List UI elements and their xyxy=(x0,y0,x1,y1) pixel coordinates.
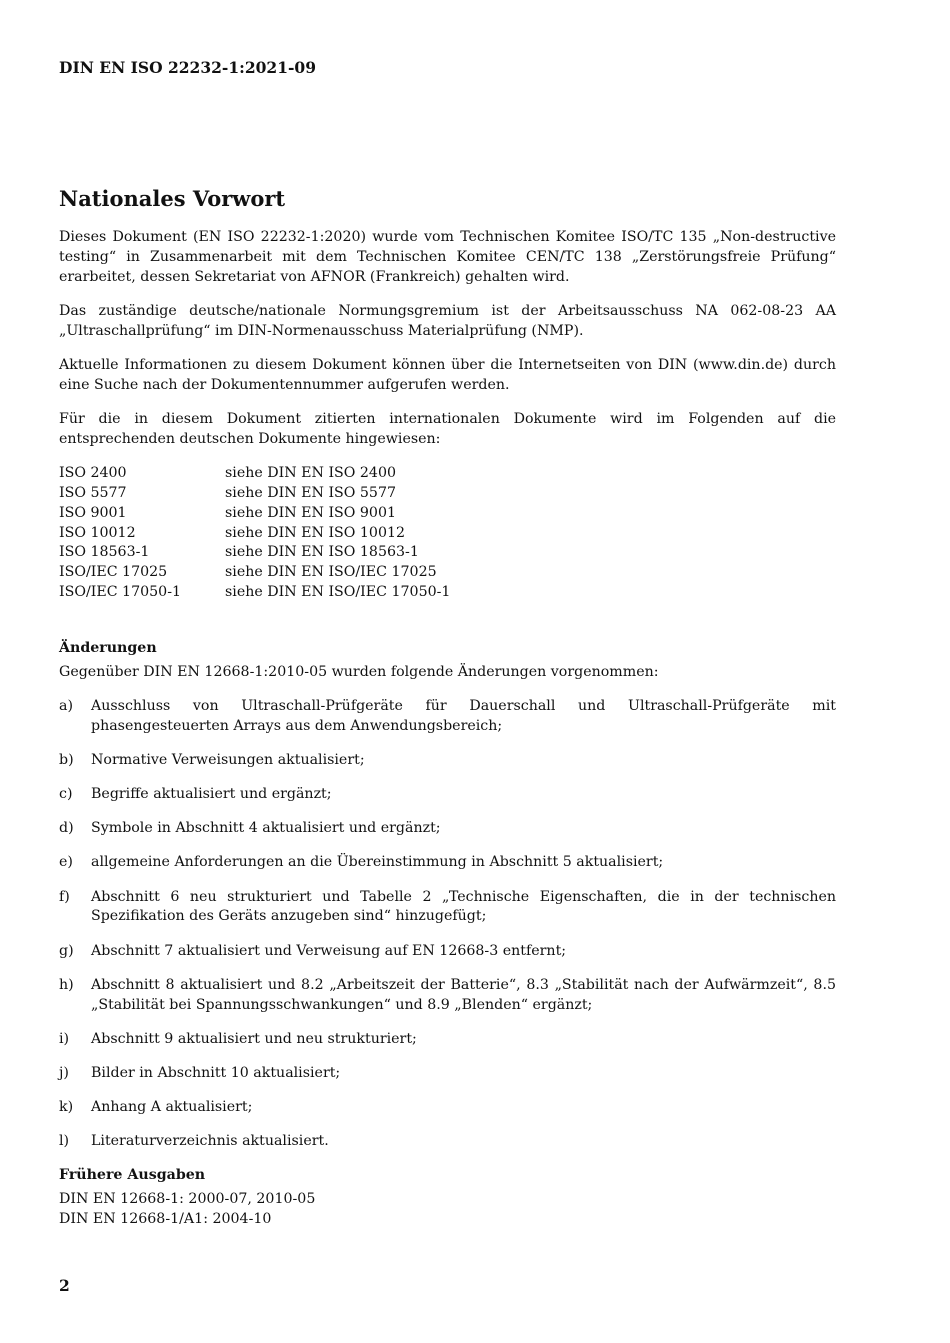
list-item-marker: h) xyxy=(59,976,74,993)
list-item-text: Literaturverzeichnis aktualisiert. xyxy=(91,1133,329,1150)
list-item xyxy=(59,1132,836,1152)
changes-intro: Gegenüber DIN EN 12668-1:2010-05 wurden folgende Änderungen vorgenommen: xyxy=(59,663,659,680)
reference-din: siehe DIN EN ISO 2400 xyxy=(225,465,397,482)
list-item-marker: e) xyxy=(59,854,73,871)
paragraph-national-body: Das zuständige deutsche/nationale Normungsgremium ist der Arbeitsausschuss NA 062-08-23 AA „Ultraschallprüfung“ im DIN-Normenausschuss Materialprüfung (NMP). xyxy=(59,302,836,339)
list-item xyxy=(59,888,836,928)
list-item xyxy=(59,853,836,873)
reference-iso: ISO 18563-1 xyxy=(59,544,150,561)
changes-list xyxy=(59,697,836,1152)
list-item-text: Abschnitt 6 neu strukturiert und Tabelle 2 „Technische Eigenschaften, die in der technischen Spezifikation des Geräts anzugeben sind“ hinzugefügt; xyxy=(91,888,836,925)
list-item xyxy=(59,1098,836,1118)
reference-din: siehe DIN EN ISO/IEC 17025 xyxy=(225,564,437,581)
list-item-text: Abschnitt 8 aktualisiert und 8.2 „Arbeitszeit der Batterie“, 8.3 „Stabilität nach der Aufwärmzeit“, 8.5 „Stabilität bei Spannungsschwankungen“ und 8.9 „Blenden“ ergänzt; xyxy=(91,976,836,1013)
reference-din: siehe DIN EN ISO 5577 xyxy=(225,484,397,501)
list-item-marker: d) xyxy=(59,820,74,837)
changes-heading: Änderungen xyxy=(59,639,157,656)
paragraph-references-intro: Für die in diesem Dokument zitierten internationalen Dokumente wird im Folgenden auf die entsprechenden deutschen Dokumente hingewiesen: xyxy=(59,411,836,447)
reference-row xyxy=(59,583,836,603)
list-item-text: Bilder in Abschnitt 10 aktualisiert; xyxy=(91,1064,341,1081)
list-item-text: Ausschluss von Ultraschall-Prüfgeräte für Dauerschall und Ultraschall-Prüfgeräte mit phasengesteuerten Arrays aus dem Anwendungsbereich; xyxy=(91,697,836,734)
list-item-text: Abschnitt 7 aktualisiert und Verweisung auf EN 12668-3 entfernt; xyxy=(91,942,567,959)
list-item-marker: c) xyxy=(59,786,73,803)
list-item-text: Symbole in Abschnitt 4 aktualisiert und ergänzt; xyxy=(91,820,441,837)
reference-din: siehe DIN EN ISO 9001 xyxy=(225,504,397,521)
list-item-text: Begriffe aktualisiert und ergänzt; xyxy=(91,786,332,803)
list-item xyxy=(59,751,836,771)
page-number: 2 xyxy=(59,1276,70,1295)
list-item-text: Normative Verweisungen aktualisiert; xyxy=(91,751,365,768)
list-item-text: Abschnitt 9 aktualisiert und neu strukturiert; xyxy=(91,1030,417,1047)
list-item-text: Anhang A aktualisiert; xyxy=(91,1099,253,1116)
reference-din: siehe DIN EN ISO 18563-1 xyxy=(225,544,419,561)
reference-row xyxy=(59,524,836,544)
list-item-marker: j) xyxy=(59,1064,69,1081)
list-item xyxy=(59,697,836,737)
reference-iso: ISO/IEC 17025 xyxy=(59,564,168,581)
reference-row xyxy=(59,504,836,524)
list-item-marker: b) xyxy=(59,751,74,768)
page-title: Nationales Vorwort xyxy=(59,186,286,211)
list-item-marker: l) xyxy=(59,1133,70,1150)
list-item xyxy=(59,785,836,805)
previous-edition-line: DIN EN 12668-1: 2000-07, 2010-05 xyxy=(59,1191,316,1208)
list-item xyxy=(59,942,836,962)
reference-iso: ISO/IEC 17050-1 xyxy=(59,583,182,600)
list-item-text: allgemeine Anforderungen an die Übereinstimmung in Abschnitt 5 aktualisiert; xyxy=(91,854,664,871)
previous-editions-heading: Frühere Ausgaben xyxy=(59,1167,206,1184)
reference-row xyxy=(59,484,836,504)
paragraph-committee: Dieses Dokument (EN ISO 22232-1:2020) wurde vom Technischen Komitee ISO/TC 135 „Non-destructive testing“ in Zusammenarbeit mit dem Technischen Komitee CEN/TC 138 „Zerstörungsfreie Prüfung“ erarbeitet, dessen Sekretariat von AFNOR (Frankreich) gehalten wird. xyxy=(59,229,836,285)
list-item-marker: i) xyxy=(59,1030,70,1047)
list-item xyxy=(59,1064,836,1084)
document-id-header: DIN EN ISO 22232-1:2021-09 xyxy=(59,58,316,77)
reference-din: siehe DIN EN ISO/IEC 17050-1 xyxy=(225,583,451,600)
list-item-marker: a) xyxy=(59,697,73,714)
reference-iso: ISO 10012 xyxy=(59,524,136,541)
list-item-marker: f) xyxy=(59,888,70,905)
list-item-marker: g) xyxy=(59,942,74,959)
reference-row xyxy=(59,543,836,563)
reference-din: siehe DIN EN ISO 10012 xyxy=(225,524,406,541)
reference-iso: ISO 2400 xyxy=(59,465,127,482)
list-item-marker: k) xyxy=(59,1099,74,1116)
reference-iso: ISO 9001 xyxy=(59,504,127,521)
reference-row xyxy=(59,464,836,484)
list-item xyxy=(59,819,836,839)
paragraph-information: Aktuelle Informationen zu diesem Dokument können über die Internetseiten von DIN (www.din.de) durch eine Suche nach der Dokumentennummer aufgerufen werden. xyxy=(59,356,836,393)
reference-list xyxy=(59,464,836,603)
reference-row xyxy=(59,563,836,583)
list-item xyxy=(59,976,836,1016)
previous-edition-line: DIN EN 12668-1/A1: 2004-10 xyxy=(59,1211,272,1228)
list-item xyxy=(59,1030,836,1050)
reference-iso: ISO 5577 xyxy=(59,484,127,501)
document-body xyxy=(59,228,836,1230)
